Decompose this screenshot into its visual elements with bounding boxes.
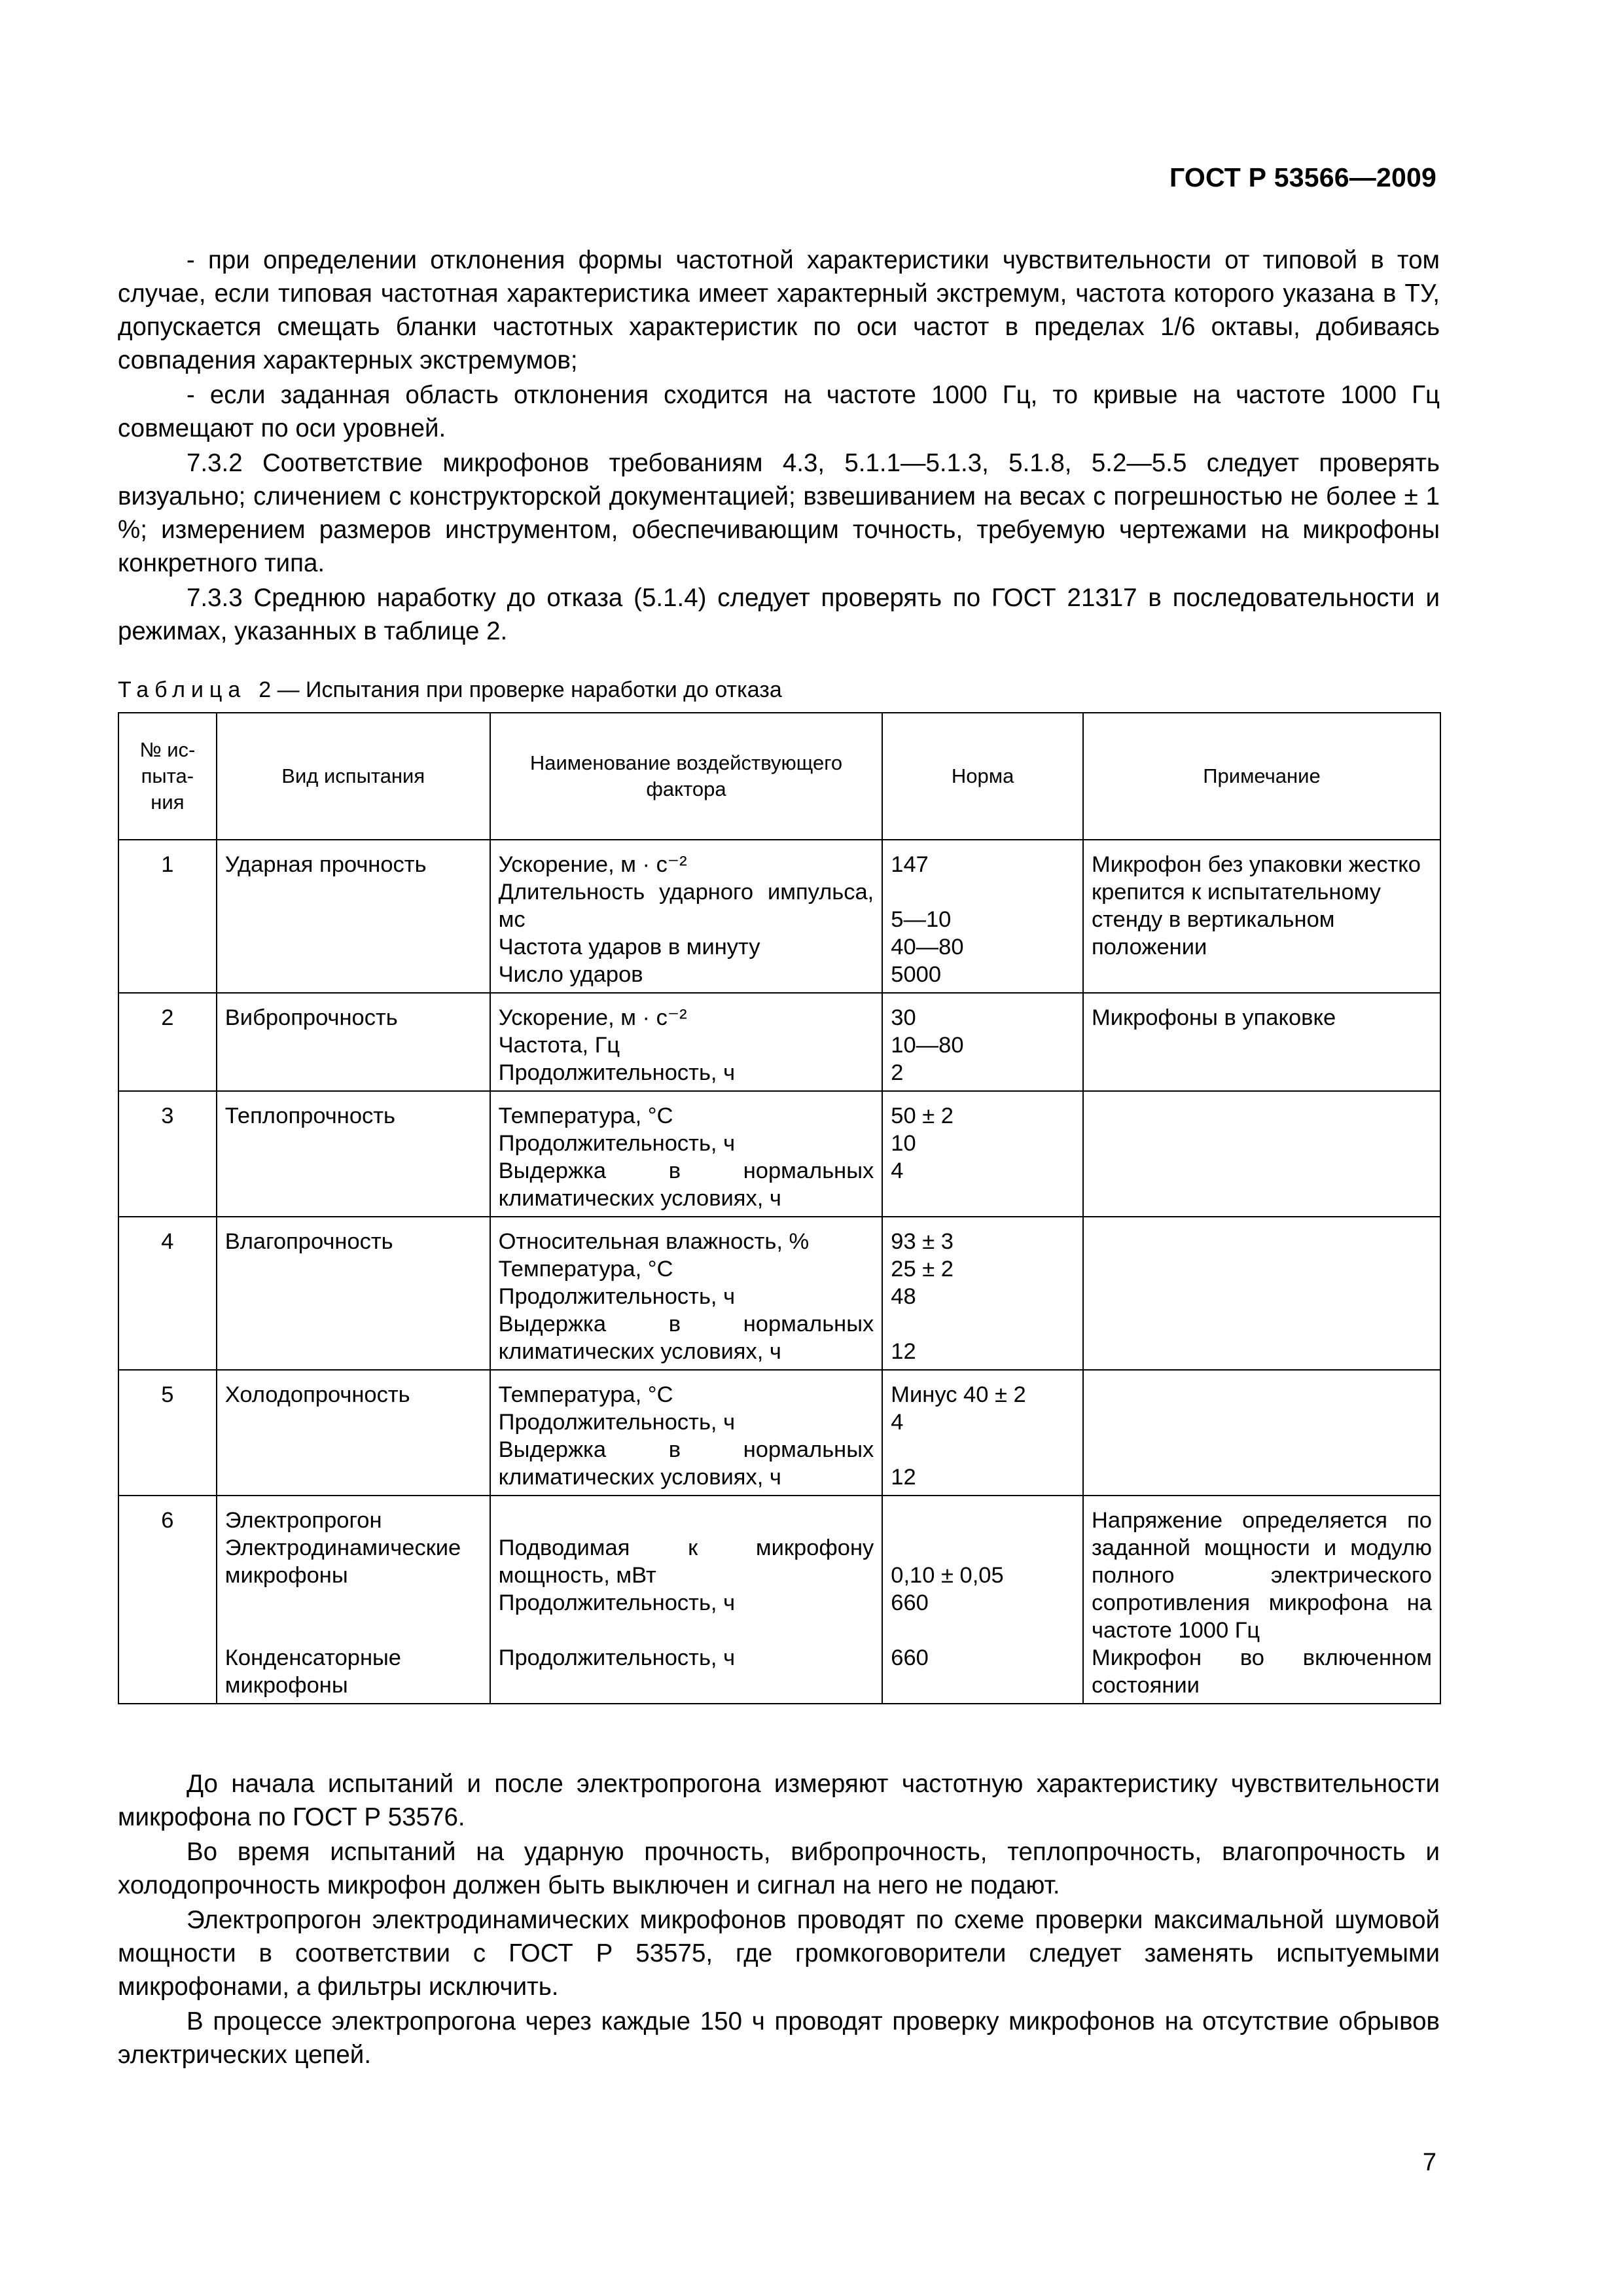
test-factors: [490, 1496, 883, 1704]
test-note: [1083, 1217, 1440, 1370]
body-text-before-table: [118, 243, 1440, 648]
test-kind: Теплопрочность: [217, 1091, 490, 1217]
test-note: [1083, 1091, 1440, 1217]
page-number: 7: [1422, 2149, 1436, 2176]
test-norms: [882, 840, 1083, 993]
norm-item: 5000: [891, 962, 942, 987]
note-part: Микрофон во включенном состоянии: [1091, 1645, 1432, 1698]
header-note: Примечание: [1083, 713, 1440, 840]
test-norms: [882, 993, 1083, 1091]
factor-item: Продолжительность, ч: [498, 1590, 736, 1615]
test-factors: [490, 1370, 883, 1496]
test-note: Микрофоны в упаковке: [1083, 993, 1440, 1091]
factor-item: Продолжительность, ч: [498, 1131, 736, 1156]
table-caption-text: 2 — Испытания при проверке наработки до отказа: [259, 677, 782, 702]
test-factors: [490, 993, 883, 1091]
norm-item: 5—10: [891, 907, 952, 932]
header-norm: Норма: [882, 713, 1083, 840]
factor-item: Выдержка в нормальных климатических условиях, ч: [498, 1312, 874, 1364]
test-kind: Ударная прочность: [217, 840, 490, 993]
paragraph: 7.3.2 Соответствие микрофонов требованиям 4.3, 5.1.1—5.1.3, 5.1.8, 5.2—5.5 следует проверять визуально; сличением с конструкторской документацией; взвешиванием на весах с погрешностью не более ± 1 %; измерением размеров инструментом, обеспечивающим точность, требуемую чертежами на микрофоны конкретного типа.: [118, 449, 1440, 577]
test-note: [1083, 1370, 1440, 1496]
table-row: [118, 840, 1440, 993]
test-kind-subtype: Электродинамические микрофоны: [224, 1535, 461, 1588]
paragraph: До начала испытаний и после электропрогона измеряют частотную характеристику чувствительности микрофона по ГОСТ Р 53576.: [118, 1770, 1440, 1831]
header-factor: Наименование воздействующего фактора: [490, 713, 883, 840]
norm-item: 0,10 ± 0,05: [891, 1563, 1004, 1588]
norm-item: 10: [891, 1131, 916, 1156]
table-row: [118, 993, 1440, 1091]
paragraph: - при определении отклонения формы частотной характеристики чувствительности от типовой в том случае, если типовая частотная характеристика имеет характерный экстремум, частота которого указана в ТУ, допускается смещать бланки частотных характеристик по оси частот в пределах 1/6 октавы, добиваясь совпадения характерных экстремумов;: [118, 246, 1440, 374]
table-caption: [118, 675, 782, 704]
factor-item: Продолжительность, ч: [498, 1645, 736, 1670]
norm-item: 4: [891, 1158, 904, 1183]
document-code: ГОСТ Р 53566—2009: [1169, 162, 1436, 192]
header-test-number: № ис- пыта- ния: [118, 713, 217, 840]
paragraph: Электропрогон электродинамических микрофонов проводят по схеме проверки максимальной шумовой мощности в соответствии с ГОСТ Р 53575, где громкоговорители следует заменять испытуемыми микрофонами, а фильтры исключить.: [118, 1906, 1440, 2001]
test-number: 5: [118, 1370, 217, 1496]
table-row: [118, 1370, 1440, 1496]
test-kind: Холодопрочность: [217, 1370, 490, 1496]
test-kind: [217, 1496, 490, 1704]
test-number: 1: [118, 840, 217, 993]
test-norms: [882, 1496, 1083, 1704]
test-number: 2: [118, 993, 217, 1091]
table-row: [118, 1496, 1440, 1704]
factor-item: Температура, °С: [498, 1257, 673, 1282]
norm-item: Минус 40 ± 2: [891, 1382, 1026, 1407]
factor-item: Продолжительность, ч: [498, 1060, 736, 1085]
factor-item: Выдержка в нормальных климатических условиях, ч: [498, 1437, 874, 1490]
factor-item: Ускорение, м · с⁻²: [498, 1005, 687, 1030]
factor-item: Частота, Гц: [498, 1033, 620, 1058]
note-part: Напряжение определяется по заданной мощности и модулю полного электрического сопротивления микрофона на частоте 1000 Гц: [1091, 1508, 1432, 1643]
factor-item: Температура, °С: [498, 1103, 673, 1128]
factor-item: Подводимая к микрофону мощность, мВт: [498, 1535, 874, 1588]
norm-item: 12: [891, 1339, 916, 1364]
factor-item: Продолжительность, ч: [498, 1284, 736, 1309]
table-caption-word: Таблица: [118, 677, 247, 702]
table-row: [118, 1091, 1440, 1217]
norm-item: 10—80: [891, 1033, 964, 1058]
norm-item: 147: [891, 852, 929, 877]
norm-item: 48: [891, 1284, 916, 1309]
norm-item: 25 ± 2: [891, 1257, 954, 1282]
test-number: 4: [118, 1217, 217, 1370]
header-test-kind: Вид испытания: [217, 713, 490, 840]
test-norms: [882, 1217, 1083, 1370]
factor-item: Длительность ударного импульса, мс: [498, 880, 874, 932]
test-norms: [882, 1370, 1083, 1496]
body-text-after-table: [118, 1767, 1440, 2073]
test-note: Микрофон без упаковки жестко крепится к испытательному стенду в вертикальном положении: [1083, 840, 1440, 993]
norm-item: 4: [891, 1410, 904, 1435]
factor-item: Выдержка в нормальных климатических условиях, ч: [498, 1158, 874, 1211]
factor-item: Частота ударов в минуту: [498, 935, 760, 960]
paragraph: В процессе электропрогона через каждые 150 ч проводят проверку микрофонов на отсутствие обрывов электрических цепей.: [118, 2007, 1440, 2069]
test-factors: [490, 840, 883, 993]
factor-item: Температура, °С: [498, 1382, 673, 1407]
test-table: [118, 712, 1441, 1704]
norm-item: 50 ± 2: [891, 1103, 954, 1128]
norm-item: 12: [891, 1465, 916, 1490]
factor-item: Относительная влажность, %: [498, 1229, 810, 1254]
test-number: 3: [118, 1091, 217, 1217]
paragraph: 7.3.3 Среднюю наработку до отказа (5.1.4) следует проверять по ГОСТ 21317 в последовательности и режимах, указанных в таблице 2.: [118, 584, 1440, 645]
paragraph: - если заданная область отклонения сходится на частоте 1000 Гц, то кривые на частоте 1000 Гц совмещают по оси уровней.: [118, 381, 1440, 442]
norm-item: 93 ± 3: [891, 1229, 954, 1254]
test-kind-subtype: Конденсаторные микрофоны: [224, 1645, 401, 1698]
norm-item: 2: [891, 1060, 904, 1085]
table-header-row: [118, 713, 1440, 840]
paragraph: Во время испытаний на ударную прочность, вибропрочность, теплопрочность, влагопрочность и холодопрочность микрофон должен быть выключен и сигнал на него не подают.: [118, 1838, 1440, 1899]
norm-item: 660: [891, 1645, 929, 1670]
test-kind: Вибропрочность: [217, 993, 490, 1091]
table-row: [118, 1217, 1440, 1370]
factor-item: Число ударов: [498, 962, 643, 987]
test-note: [1083, 1496, 1440, 1704]
test-kind: Влагопрочность: [217, 1217, 490, 1370]
norm-item: 660: [891, 1590, 929, 1615]
factor-item: Продолжительность, ч: [498, 1410, 736, 1435]
norm-item: 30: [891, 1005, 916, 1030]
norm-item: 40—80: [891, 935, 964, 960]
test-factors: [490, 1217, 883, 1370]
test-number: 6: [118, 1496, 217, 1704]
test-norms: [882, 1091, 1083, 1217]
test-factors: [490, 1091, 883, 1217]
factor-item: Ускорение, м · с⁻²: [498, 852, 687, 877]
test-kind-title: Электропрогон: [224, 1508, 382, 1533]
